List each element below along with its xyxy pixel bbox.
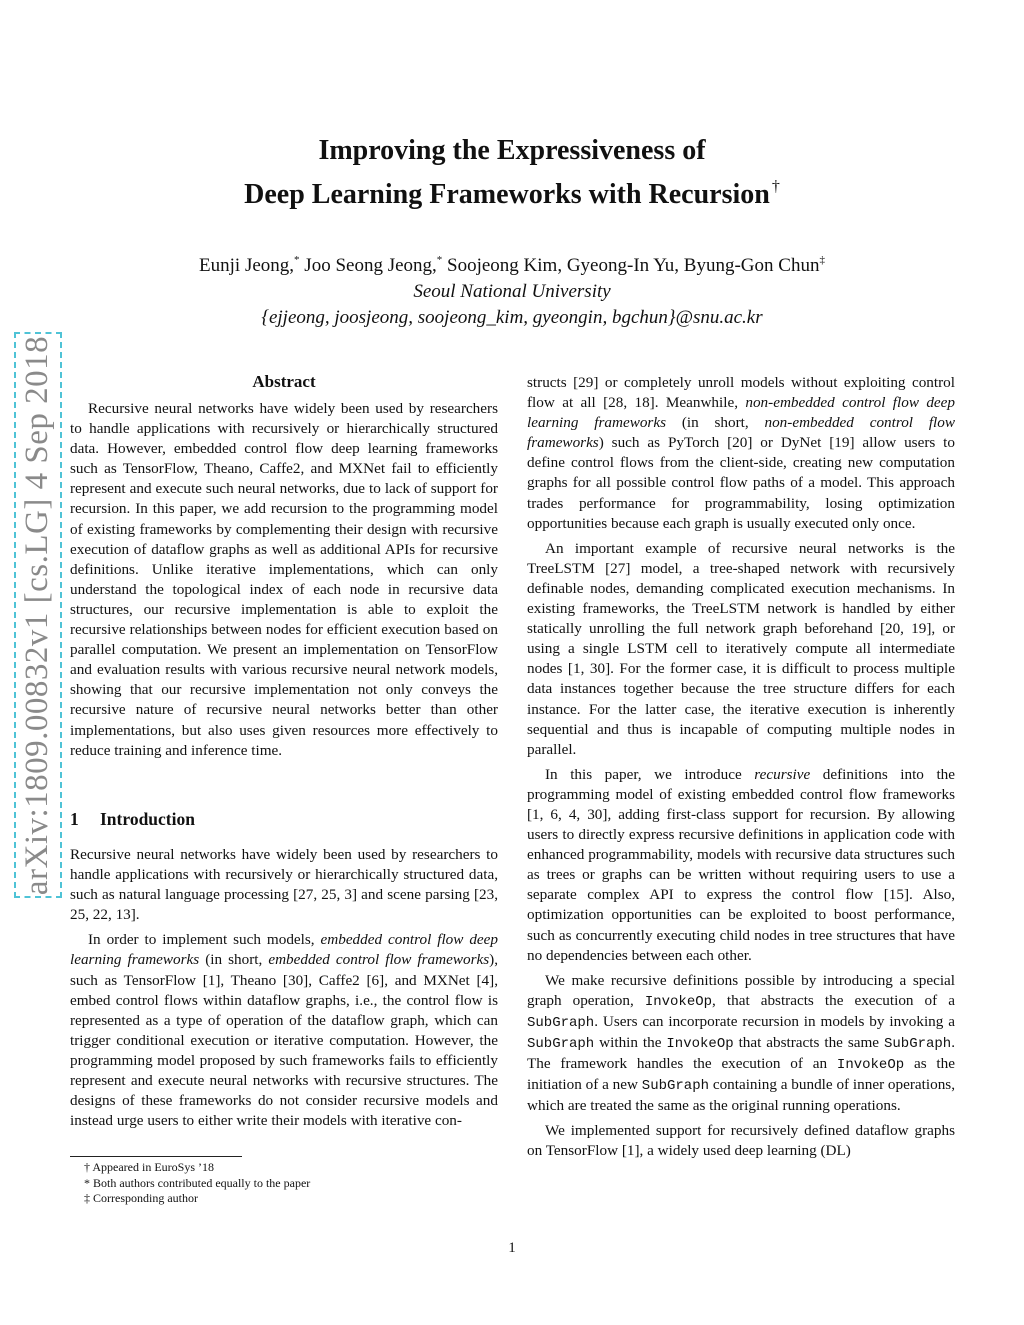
text-run: as the initiation of a new [527,1055,955,1094]
footnote-1: † Appeared in EuroSys ’18 [84,1160,214,1174]
text-run: In order to implement such models, [88,931,321,949]
code-term: InvokeOp [644,993,713,1010]
right-paragraph-2: An important example of recursive neural networks is the TreeLSTM [27] model, a tree-shaped network with recursively definable nodes, demanding complicated execution mechanisms. In existing frameworks, the TreeLSTM network is handled by either statically unrolling the full network graph beforehand [20, 19], or using a single LSTM cell to iteratively compute all intermediate nodes [1, 30]. For the former case, it is difficult to process multiple data instances together because the tree structure differs for each instance. For the latter case, the iterative execution is inherently sequential and thus is incapable of computing multiple nodes in parallel. [527,539,955,758]
text-run: that abstracts the same [733,1034,884,1051]
footnotes [84,1160,504,1207]
abstract-text: Recursive neural networks have widely been used by researchers to handle applications with recursively or hierarchically structured data. However, embedded control flow deep learning frameworks such as TensorFlow, Theano, Caffe2, and MXNet fail to efficiently represent and execute such neural networks, due to lack of support for recursion. In this paper, we add recursion to the programming model of existing frameworks by complementing their design with recursive execution of dataflow graphs as well as additional APIs for recursive definitions. Unlike iterative implementations, which can only understand the topological index of each node in recursive data structures, our recursive implementation is able to exploit the recursive relationships between nodes for efficient execution based on parallel computation. We present an implementation on TensorFlow and evaluation results with various recursive neural network models, showing that our recursive implementation not only conveys the recursive nature of recursive neural networks better than other implementations, but also uses given resources more effectively to reduce training and inference time. [70,400,498,759]
footnote-3: ‡ Corresponding author [84,1191,198,1205]
right-column [527,373,955,1167]
text-run: within the [594,1034,667,1051]
text-run: ) such as PyTorch [20] or DyNet [19] allow users to define control flows from the client-side, creating new computation graphs for all possible control flow paths of a model. This approach trades performance for programmability, losing optimization opportunities because each graph is usually executed only once. [527,434,955,532]
intro-paragraph-1: Recursive neural networks have widely been used by researchers to handle applications with recursively or hierarchically structured data, such as natural language processing [27, 25, 3] and scene parsing [23, 25, 22, 13]. [70,846,498,924]
title-line-2-text: Deep Learning Frameworks with Recursion [244,179,770,210]
abstract-heading: Abstract [252,372,316,391]
footnote-2: * Both authors contributed equally to the paper [84,1175,311,1190]
intro-paragraph-2 [70,930,498,1131]
text-run: In this paper, we introduce [545,765,755,783]
section-number: 1 [70,809,79,829]
text-run: . The framework handles the execution of an [527,1034,955,1073]
text-run: (in short, [199,951,269,969]
affiliation: Seoul National University [413,281,611,302]
text-run: structs [29] or completely unroll models without exploiting control flow at all [28, 18]. Meanwhile, [527,374,955,412]
code-term: InvokeOp [666,1036,734,1052]
text-run: definitions into the programming model of existing embedded control flow frameworks [1, 6, 4, 30], adding first-class support for recursion. By allowing users to directly express recursive definitions in application code with enhanced programmability, models with recursive data structures such as trees or graphs can be written without requiring users to use a separate complex API to express the control flow [15]. Also, optimization opportunities can be exploited to boost performance, such as concurrently executing child nodes in tree structures that have no dependencies between each other. [527,765,955,964]
author-2: Joo Seong Jeong, [299,255,437,276]
text-run: containing a bundle of inner operations, which are treated the same as the original running operations. [527,1076,955,1115]
author-2-mark: * [436,254,443,266]
author-emails: {ejjeong, joosjeong, soojeong_kim, gyeongin, bgchun}@snu.ac.kr [261,307,763,328]
abstract-section [70,371,498,761]
text-run: , that abstracts the execution of a [712,991,955,1009]
footnote-rule [70,1156,242,1157]
arxiv-identifier[interactable]: arXiv:1809.00832v1 [cs.LG] 4 Sep 2018 [19,335,56,895]
author-list [100,247,924,279]
author-1-mark: * [294,254,300,266]
section-title: Introduction [100,809,195,829]
text-run: (in short, [666,414,765,432]
emphasis: embedded control flow deep learning frameworks [70,931,498,969]
emphasis: non-embedded control flow deep learning frameworks [527,394,955,432]
title-line-2 [100,169,924,213]
author-block [100,247,924,331]
title-line-1: Improving the Expressiveness of [318,135,706,166]
text-run: ), such as TensorFlow [1], Theano [30], Caffe2 [6], and MXNet [4], embed control flows within dataflow graphs, i.e., the control flow is represented as a type of operation of the dataflow graph, which can trigger conditional execution or iterative computation. However, the programming model proposed by such frameworks fails to efficiently represent and execute neural networks with recursive structures. The designs of these frameworks do not consider recursive models and instead urge users to either write their models with iterative con- [70,951,499,1130]
arxiv-identifier-box[interactable] [14,332,62,898]
section-heading [70,807,498,831]
right-paragraph-3 [527,765,955,966]
page-number: 1 [508,1240,516,1256]
title-footnote-mark: † [771,178,780,195]
text-run: . Users can incorporate recursion in models by invoking a [594,1012,955,1030]
code-term: SubGraph [883,1036,952,1052]
code-term: InvokeOp [836,1057,905,1074]
other-authors: Soojeong Kim, Gyeong-In Yu, Byung-Gon Chun [442,255,820,276]
right-paragraph-4 [527,971,955,1117]
author-1: Eunji Jeong, [199,255,295,276]
code-term: SubGraph [527,1036,595,1052]
right-paragraph-5: We implemented support for recursively defined dataflow graphs on TensorFlow [1], a widely used deep learning (DL) [527,1122,955,1160]
paper-title [100,133,924,213]
text-run: We make recursive definitions possible by introducing a special graph operation, [527,971,955,1009]
code-term: SubGraph [641,1078,710,1095]
code-term: SubGraph [527,1014,595,1031]
emphasis: non-embedded control flow frameworks [527,414,955,452]
right-paragraph-1 [527,373,955,534]
introduction-section [70,807,498,1136]
emphasis: recursive [754,765,811,783]
emphasis: embedded control flow frameworks [268,951,490,969]
corresponding-mark: ‡ [819,254,825,266]
